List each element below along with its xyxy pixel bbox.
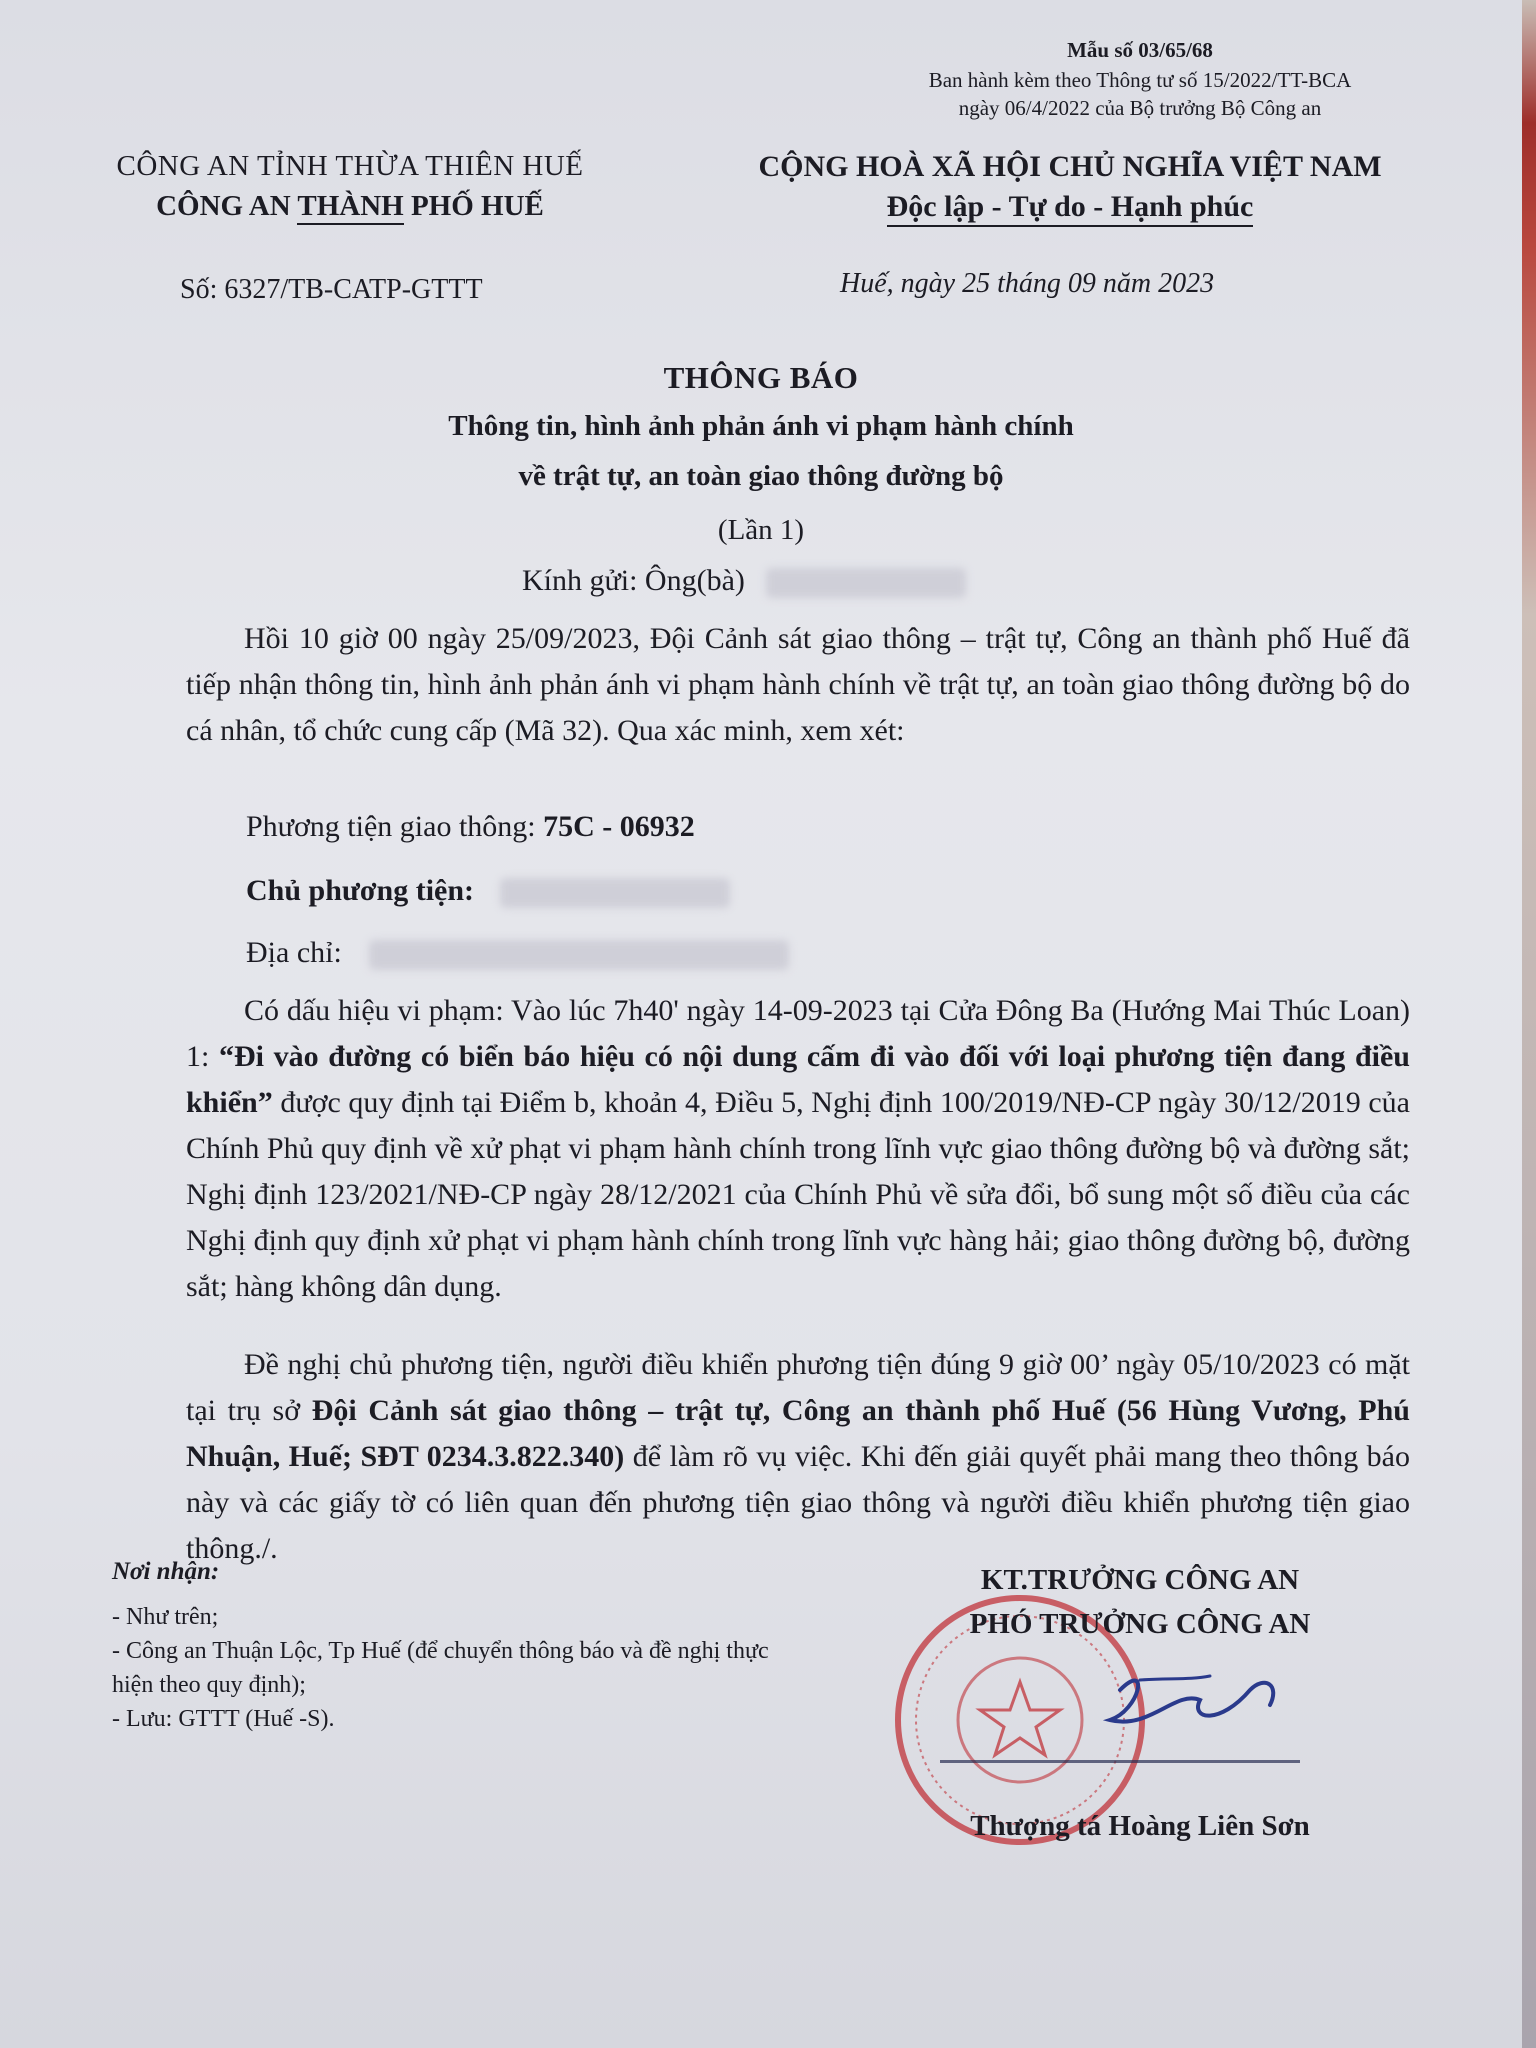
- redacted-owner: [500, 878, 730, 908]
- violation-text-a: Có dấu hiệu vi phạm: Vào lúc 7h40' ngày 14-09-2023 tại Cửa Đông Ba (Hướng Mai Thúc Loan) 1:: [186, 994, 1410, 1073]
- paragraph-intro: Hồi 10 giờ 00 ngày 25/09/2023, Đội Cảnh sát giao thông – trật tự, Công an thành phố Huế đã tiếp nhận thông tin, hình ảnh phản ánh vi phạm hành chính về trật tự, an toàn giao thông đường bộ do cá nhân, tổ chức cung cấp (Mã 32). Qua xác minh, xem xét:: [186, 622, 1410, 747]
- agency-name-post: PHỐ HUẾ: [403, 190, 544, 222]
- motto-text: Độc lập - Tự do - Hạnh phúc: [887, 190, 1254, 227]
- handwritten-signature-icon: [1080, 1650, 1300, 1760]
- form-number: Mẫu số 03/65/68: [1067, 38, 1213, 62]
- recipient-item-2: - Công an Thuận Lộc, Tp Huế (để chuyển thông báo và đề nghị thực hiện theo quy định);: [112, 1638, 769, 1698]
- vehicle-label: Phương tiện giao thông:: [246, 810, 544, 843]
- owner-line: [246, 874, 730, 908]
- motto: [680, 190, 1460, 224]
- address-line: [246, 936, 789, 970]
- form-issued-line: Ban hành kèm theo Thông tư số 15/2022/TT-BCA: [928, 68, 1352, 92]
- page-edge: [1522, 0, 1536, 2048]
- place-date: Huế, ngày 25 tháng 09 năm 2023: [840, 268, 1215, 299]
- redacted-name: [766, 568, 966, 598]
- document-title: THÔNG BÁO: [663, 360, 859, 395]
- nation-title: CỘNG HOÀ XÃ HỘI CHỦ NGHĨA VIỆT NAM: [758, 150, 1382, 183]
- paragraph-request: [186, 1342, 1410, 1572]
- signature-title-1: KT.TRƯỞNG CÔNG AN: [980, 1564, 1300, 1596]
- document-subtitle-2: về trật tự, an toàn giao thông đường bộ: [518, 460, 1004, 492]
- recipient-item-1: - Như trên;: [112, 1604, 219, 1630]
- redacted-address: [369, 940, 789, 970]
- recipients-title: Nơi nhận:: [112, 1558, 220, 1585]
- document-subtitle-1: Thông tin, hình ảnh phản ánh vi phạm hành chính: [448, 410, 1074, 442]
- form-date-line: ngày 06/4/2022 của Bộ trưởng Bộ Công an: [958, 96, 1322, 120]
- violation-text-b: được quy định tại Điểm b, khoản 4, Điều 5, Nghị định 100/2019/NĐ-CP ngày 30/12/2019 của Chính Phủ quy định về xử phạt vi phạm hành chính trong lĩnh vực giao thông đường bộ và đường sắt; Nghị định 123/2021/NĐ-CP ngày 28/12/2021 của Chính Phủ về sửa đổi, bổ sung một số điều của các Nghị định quy định xử phạt vi phạm hành chính trong lĩnh vực hàng hải; giao thông đường bộ, đường sắt; hàng không dân dụng.: [186, 1086, 1410, 1303]
- occurrence-number: (Lần 1): [717, 514, 805, 546]
- vehicle-line: [246, 810, 695, 844]
- agency-name-pre: CÔNG AN: [156, 190, 298, 222]
- violation-quote: “Đi vào đường có biển báo hiệu có nội dung cấm đi vào đối với loại phương tiện đang điều khiển”: [186, 1040, 1410, 1119]
- owner-label: Chủ phương tiện:: [246, 874, 475, 907]
- agency-name: [60, 190, 640, 223]
- greeting-text: Kính gửi: Ông(bà): [522, 564, 745, 597]
- address-label: Địa chỉ:: [246, 936, 342, 969]
- agency-name-underlined: THÀNH: [297, 190, 403, 225]
- document-number: Số: 6327/TB-CATP-GTTT: [180, 274, 483, 305]
- request-text-a: Đề nghị chủ phương tiện, người điều khiển phương tiện đúng 9 giờ 00’ ngày 05/10/2023 có mặt tại trụ sở: [186, 1348, 1410, 1427]
- greeting: [522, 564, 966, 598]
- signature-stroke: [940, 1760, 1300, 1763]
- recipient-item-3: - Lưu: GTTT (Huế -S).: [112, 1706, 335, 1732]
- paragraph-violation: [186, 988, 1410, 1310]
- signature-title-2: PHÓ TRƯỞNG CÔNG AN: [969, 1608, 1311, 1640]
- request-text-b: để làm rõ vụ việc. Khi đến giải quyết phải mang theo thông báo này và các giấy tờ có liên quan đến phương tiện giao thông và người điều khiển phương tiện giao thông./.: [186, 1440, 1410, 1565]
- request-address: Đội Cảnh sát giao thông – trật tự, Công an thành phố Huế (56 Hùng Vương, Phú Nhuận, Huế; SĐT 0234.3.822.340): [186, 1394, 1410, 1473]
- vehicle-plate: 75C - 06932: [543, 810, 695, 843]
- signer-name: Thượng tá Hoàng Liên Sơn: [970, 1810, 1310, 1842]
- agency-parent: CÔNG AN TỈNH THỪA THIÊN HUẾ: [116, 150, 584, 182]
